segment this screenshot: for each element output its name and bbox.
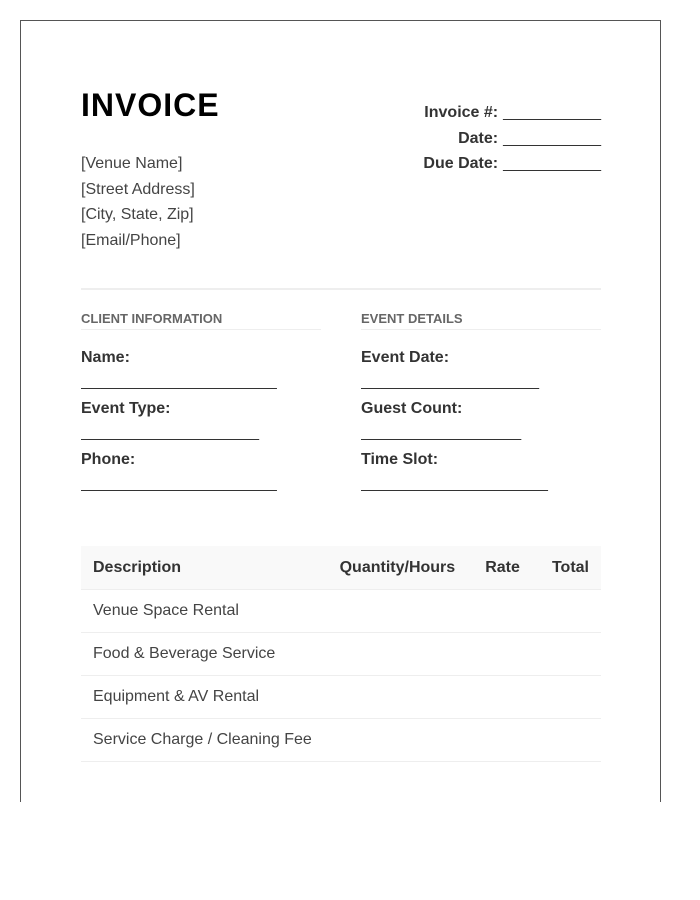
row-rate[interactable] <box>465 590 540 633</box>
client-information-heading: CLIENT INFORMATION <box>81 311 321 330</box>
venue-city-state-zip: [City, State, Zip] <box>81 206 194 224</box>
table-header-row <box>81 546 601 590</box>
time-slot-field <box>361 451 601 492</box>
client-information-section <box>81 311 321 492</box>
row-total[interactable] <box>540 719 601 762</box>
event-type-label: Event Type: <box>81 400 171 417</box>
venue-street-address: [Street Address] <box>81 180 195 198</box>
table-row <box>81 633 601 676</box>
line-items-table <box>81 546 601 762</box>
invoice-number-blank[interactable]: ___________ <box>503 104 601 121</box>
header-divider <box>81 288 601 290</box>
row-description: Equipment & AV Rental <box>81 676 330 719</box>
phone-blank[interactable]: ______________________ <box>81 475 277 492</box>
column-header-total: Total <box>540 546 601 590</box>
event-details-heading: EVENT DETAILS <box>361 311 601 330</box>
event-type-blank[interactable]: ____________________ <box>81 424 259 441</box>
time-slot-blank[interactable]: _____________________ <box>361 475 548 492</box>
invoice-date-label: Date: <box>458 129 499 147</box>
row-quantity-hours[interactable] <box>330 676 465 719</box>
invoice-date-blank[interactable]: ___________ <box>503 129 601 147</box>
event-type-field <box>81 400 321 441</box>
invoice-date-row <box>423 126 601 152</box>
phone-label: Phone: <box>81 451 136 468</box>
table-row <box>81 590 601 633</box>
row-description: Food & Beverage Service <box>81 633 330 676</box>
due-date-blank[interactable]: ___________ <box>503 155 601 173</box>
client-name-blank[interactable]: ______________________ <box>81 373 277 390</box>
venue-email-phone: [Email/Phone] <box>81 231 181 249</box>
venue-name: [Venue Name] <box>81 155 183 172</box>
due-date-row <box>423 151 601 177</box>
event-details-section <box>361 311 601 492</box>
row-quantity-hours[interactable] <box>330 719 465 762</box>
invoice-number-row <box>423 100 601 126</box>
row-description: Venue Space Rental <box>81 590 330 633</box>
event-date-label: Event Date: <box>361 349 450 366</box>
row-total[interactable] <box>540 633 601 676</box>
client-name-label: Name: <box>81 349 130 366</box>
row-rate[interactable] <box>465 719 540 762</box>
invoice-title: INVOICE <box>81 87 220 123</box>
column-header-description: Description <box>81 546 330 590</box>
phone-field <box>81 451 321 492</box>
invoice-meta-block <box>423 100 601 177</box>
client-name-field <box>81 349 321 390</box>
column-header-quantity-hours: Quantity/Hours <box>330 546 465 590</box>
row-total[interactable] <box>540 676 601 719</box>
guest-count-blank[interactable]: __________________ <box>361 424 522 441</box>
event-date-blank[interactable]: ____________________ <box>361 373 539 390</box>
row-total[interactable] <box>540 590 601 633</box>
invoice-page <box>20 20 661 802</box>
row-rate[interactable] <box>465 676 540 719</box>
table-row <box>81 719 601 762</box>
guest-count-field <box>361 400 601 441</box>
venue-address-block <box>81 151 195 253</box>
column-header-rate: Rate <box>465 546 540 590</box>
row-quantity-hours[interactable] <box>330 633 465 676</box>
table-row <box>81 676 601 719</box>
due-date-label: Due Date: <box>423 155 499 173</box>
event-date-field <box>361 349 601 390</box>
time-slot-label: Time Slot: <box>361 451 439 468</box>
row-quantity-hours[interactable] <box>330 590 465 633</box>
guest-count-label: Guest Count: <box>361 400 463 417</box>
invoice-number-label: Invoice #: <box>424 104 499 121</box>
row-rate[interactable] <box>465 633 540 676</box>
row-description: Service Charge / Cleaning Fee <box>81 719 330 762</box>
